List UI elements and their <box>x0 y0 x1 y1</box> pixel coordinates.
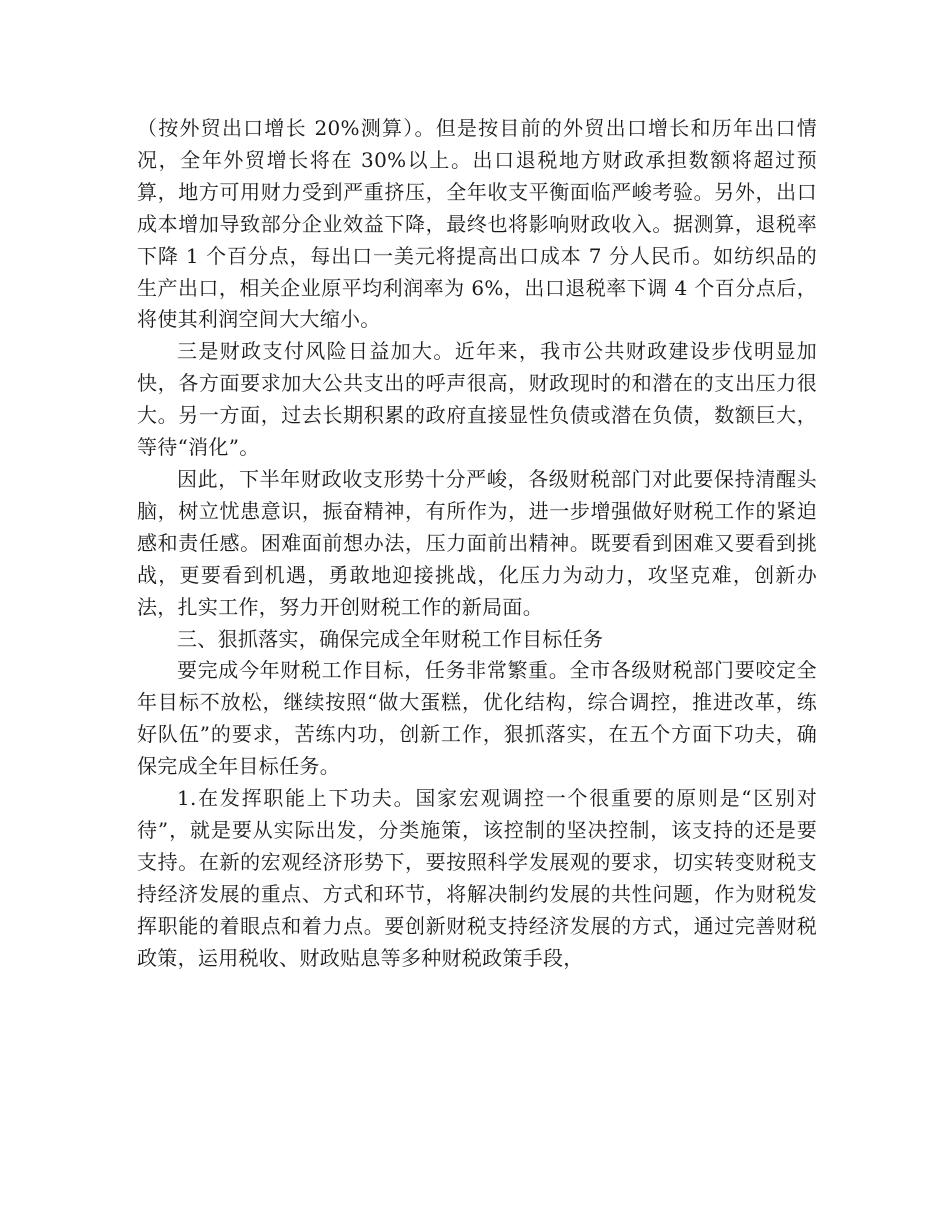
section-heading-implementation: 三、狠抓落实，确保完成全年财税工作目标任务 <box>177 626 604 651</box>
paragraph-annual-targets: 要完成今年财税工作目标，任务非常繁重。全市各级财税部门要咬定全年目标不放松，继续按照“做大蛋糕，优化结构，综合调控，推进改革，练好队伍”的要求，苦练内功，创新工作，狠抓落实，在五个方面下功夫，确保完成全年目标任务。 <box>137 658 817 779</box>
paragraph-item-1-functions: 1.在发挥职能上下功夫。国家宏观调控一个很重要的原则是“区别对待”，就是要从实际出发，分类施策，该控制的坚决控制，该支持的还是要支持。在新的宏观经济形势下，要按照科学发展观的要求，切实转变财税支持经济发展的重点、方式和环节，将解决制约发展的共性问题，作为财税发挥职能的着眼点和着力点。要创新财税支持经济发展的方式，通过完善财税政策，运用税收、财政贴息等多种财税政策手段， <box>137 786 817 970</box>
paragraph-fiscal-payment-risk: 三是财政支付风险日益加大。近年来，我市公共财政建设步伐明显加快，各方面要求加大公共支出的呼声很高，财政现时的和潜在的支出压力很大。另一方面，过去长期积累的政府直接显性负债或潜在负债，数额巨大，等待“消化”。 <box>137 339 817 460</box>
paragraph-export-tax-rebate: （按外贸出口增长 20%测算）。但是按目前的外贸出口增长和历年出口情况，全年外贸增长将在 30%以上。出口退税地方财政承担数额将超过预算，地方可用财力受到严重挤压，全年收支平衡面临严峻考验。另外，出口成本增加导致部分企业效益下降，最终也将影响财政收入。据测算，退税率下降 1 个百分点，每出口一美元将提高出口成本 7 分人民币。如纺织品的生产出口，相关企业原平均利润率为 6%，出口退税率下调 4 个百分点后，将使其利润空间大大缩小。 <box>137 116 817 332</box>
document-body <box>137 113 817 974</box>
paragraph-fiscal-situation: 因此，下半年财政收支形势十分严峻，各级财税部门对此要保持清醒头脑，树立忧患意识，振奋精神，有所作为，进一步增强做好财税工作的紧迫感和责任感。困难面前想办法，压力面前出精神。既要看到困难又要看到挑战，更要看到机遇，勇敢地迎接挑战，化压力为动力，攻坚克难，创新办法，扎实工作，努力开创财税工作的新局面。 <box>137 466 817 619</box>
